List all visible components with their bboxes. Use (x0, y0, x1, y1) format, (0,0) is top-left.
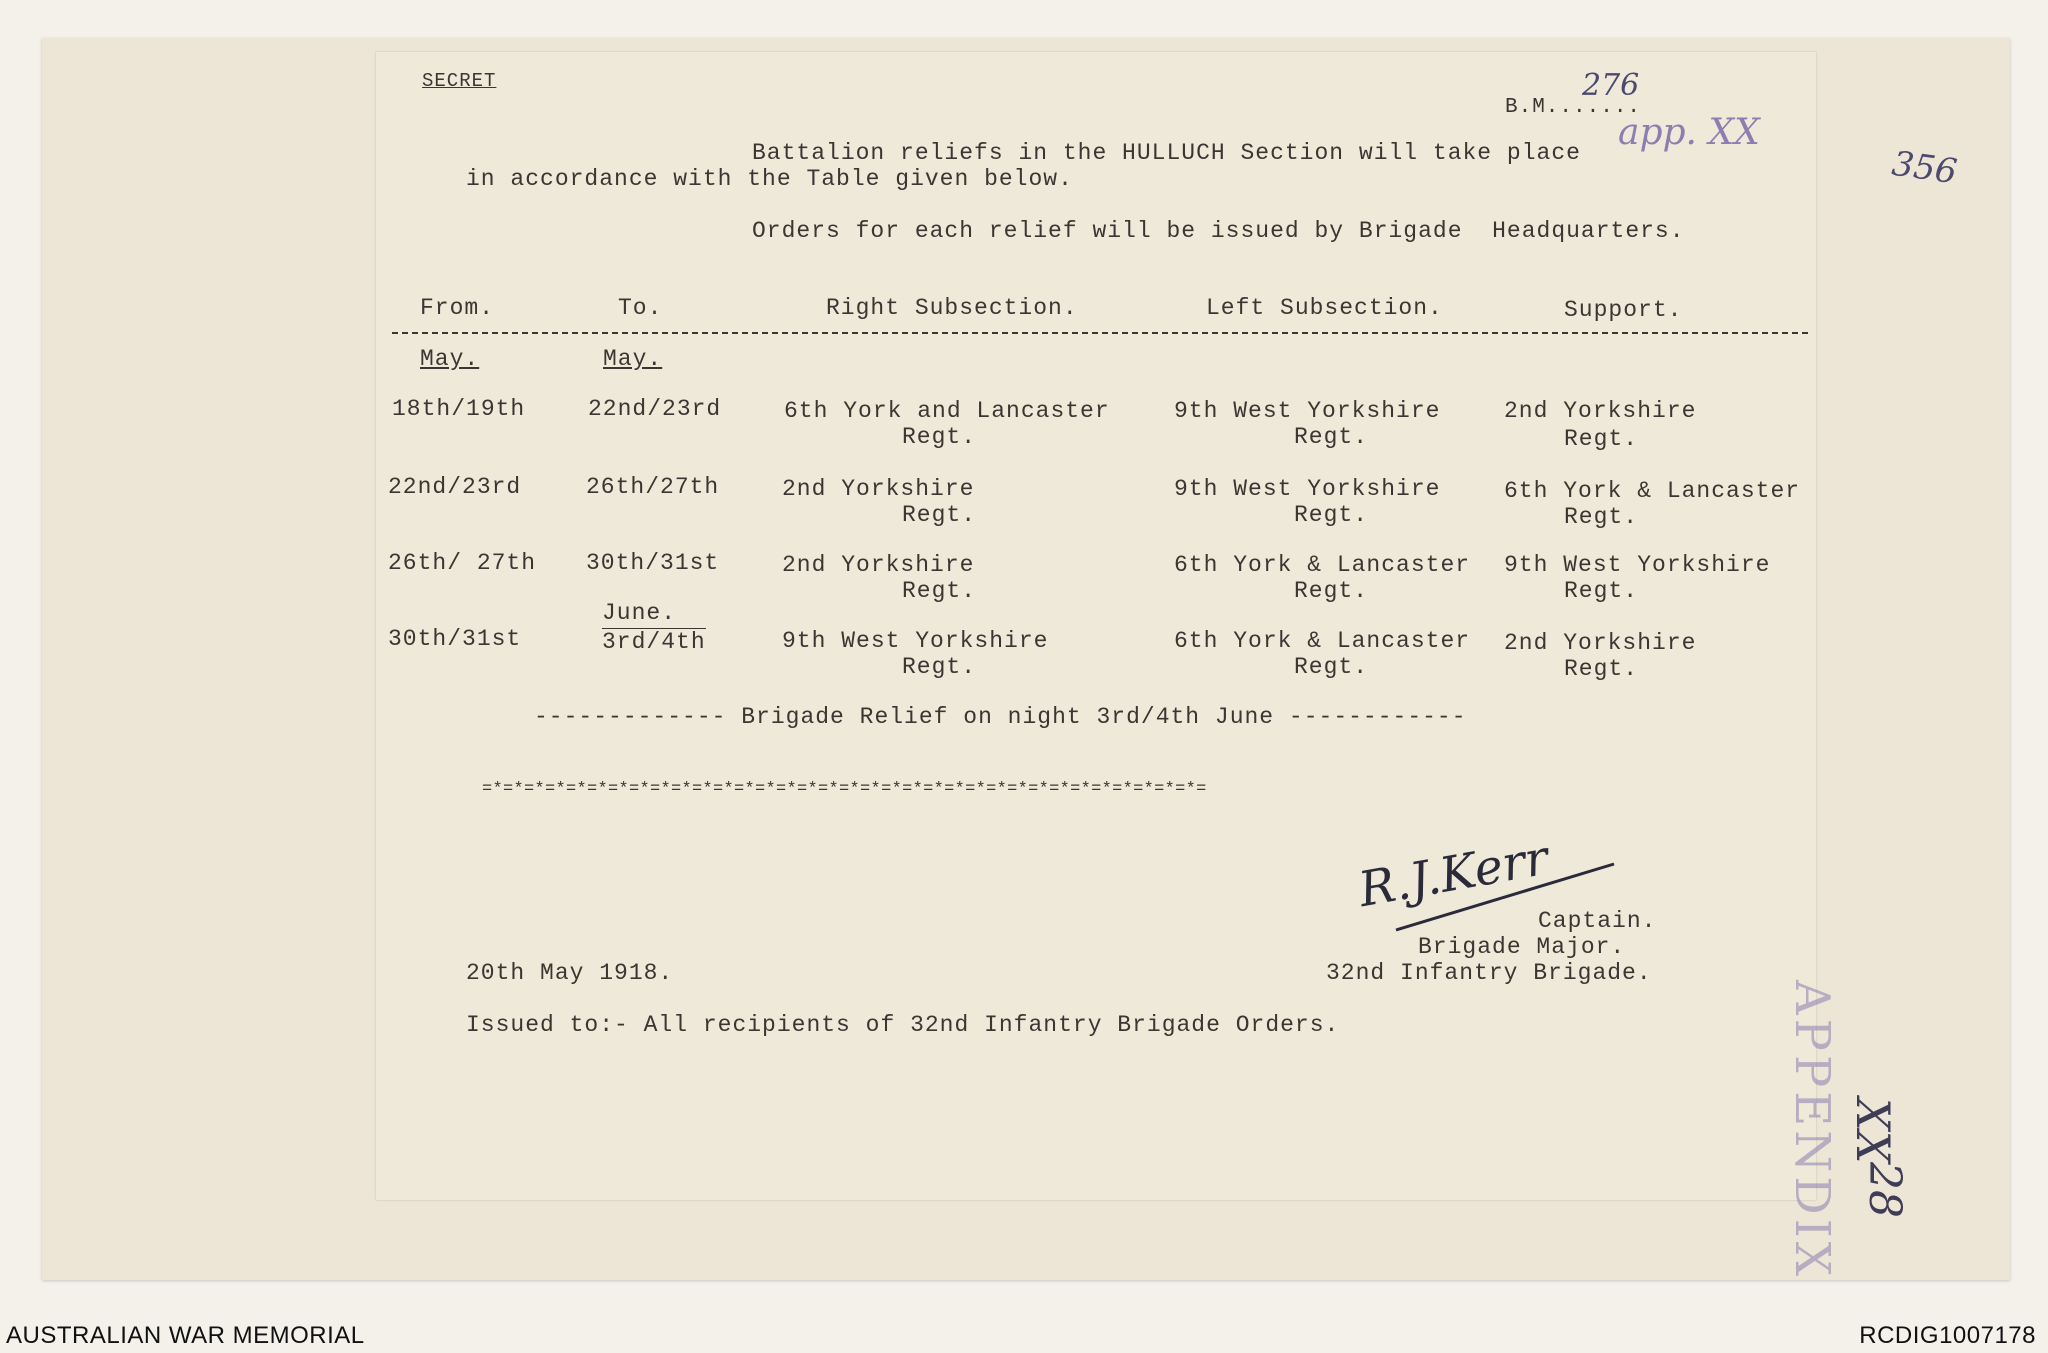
row-support: 2nd Yorkshire (1504, 630, 1697, 656)
row-right: 2nd Yorkshire (782, 476, 975, 502)
brigade-relief-line: ------------- Brigade Relief on night 3rd/4th June ------------ (534, 704, 1467, 730)
sig-title-brigade-major: Brigade Major. (1418, 934, 1626, 960)
header-to: To. (618, 295, 663, 321)
side-annotation-appendix: APPENDIX (1784, 980, 1840, 1280)
header-left-subsection: Left Subsection. (1206, 295, 1443, 321)
row-left-2: Regt. (1294, 654, 1369, 680)
row-support: 6th York & Lancaster (1504, 478, 1801, 504)
row-support: 9th West Yorkshire (1504, 552, 1771, 578)
classification-stamp: SECRET (422, 70, 497, 92)
row-right-2: Regt. (902, 424, 977, 450)
header-support: Support. (1564, 297, 1683, 323)
appendix-mark: app. XX (1618, 112, 1760, 153)
sig-title-captain: Captain. (1538, 908, 1657, 934)
header-rule (392, 332, 1808, 334)
row-from: 26th/ 27th (388, 550, 537, 576)
row-right-2: Regt. (902, 578, 977, 604)
row-to: 26th/27th (586, 474, 720, 500)
header-from: From. (420, 295, 495, 321)
row-support-2: Regt. (1564, 656, 1639, 682)
signature: R.J.Kerr (1354, 829, 1553, 919)
row-left: 9th West Yorkshire (1174, 476, 1441, 502)
row-left-2: Regt. (1294, 424, 1369, 450)
intro-line-1: Battalion reliefs in the HULLUCH Section will take place (752, 140, 1581, 166)
document-date: 20th May 1918. (466, 960, 674, 986)
row-to: 30th/31st (586, 550, 720, 576)
row-left: 6th York & Lancaster (1174, 628, 1471, 654)
month-from: May. (420, 346, 480, 372)
row-to-month: June. (602, 600, 677, 626)
row-to: 22nd/23rd (588, 396, 722, 422)
footer-record-id: RCDIG1007178 (1859, 1322, 2036, 1349)
side-annotation-number: 28 (1859, 1162, 1910, 1218)
row-from: 22nd/23rd (388, 474, 522, 500)
row-support-2: Regt. (1564, 504, 1639, 530)
row-from: 30th/31st (388, 626, 522, 652)
row-right: 9th West Yorkshire (782, 628, 1049, 654)
row-right: 6th York and Lancaster (784, 398, 1110, 424)
row-left: 9th West Yorkshire (1174, 398, 1441, 424)
orders-line: Orders for each relief will be issued by Brigade Headquarters. (752, 218, 1685, 244)
header-right-subsection: Right Subsection. (826, 295, 1078, 321)
issued-to-line: Issued to:- All recipients of 32nd Infantry Brigade Orders. (466, 1012, 1340, 1038)
row-support: 2nd Yorkshire (1504, 398, 1697, 424)
row-left: 6th York & Lancaster (1174, 552, 1471, 578)
row-right-2: Regt. (902, 502, 977, 528)
row-from: 18th/19th (392, 396, 526, 422)
sig-title-brigade: 32nd Infantry Brigade. (1326, 960, 1652, 986)
month-to: May. (603, 346, 663, 372)
bm-reference: B.M....... (1505, 96, 1642, 119)
row-support-2: Regt. (1564, 578, 1639, 604)
intro-line-2: in accordance with the Table given below. (466, 166, 1073, 192)
bm-number-handwritten: 276 (1582, 68, 1640, 103)
row-left-2: Regt. (1294, 502, 1369, 528)
footer-institution: AUSTRALIAN WAR MEMORIAL (6, 1322, 365, 1349)
page-number: 356 (1889, 143, 1960, 193)
row-right-2: Regt. (902, 654, 977, 680)
row-left-2: Regt. (1294, 578, 1369, 604)
side-annotation-roman: XX (1846, 1098, 1900, 1164)
row-to: 3rd/4th (602, 629, 706, 655)
ornament-divider: =*=*=*=*=*=*=*=*=*=*=*=*=*=*=*=*=*=*=*=*=*=*=*=*=*=*=*=*=*=*=*=*=*=*= (482, 780, 1207, 799)
row-support-2: Regt. (1564, 426, 1639, 452)
row-right: 2nd Yorkshire (782, 552, 975, 578)
